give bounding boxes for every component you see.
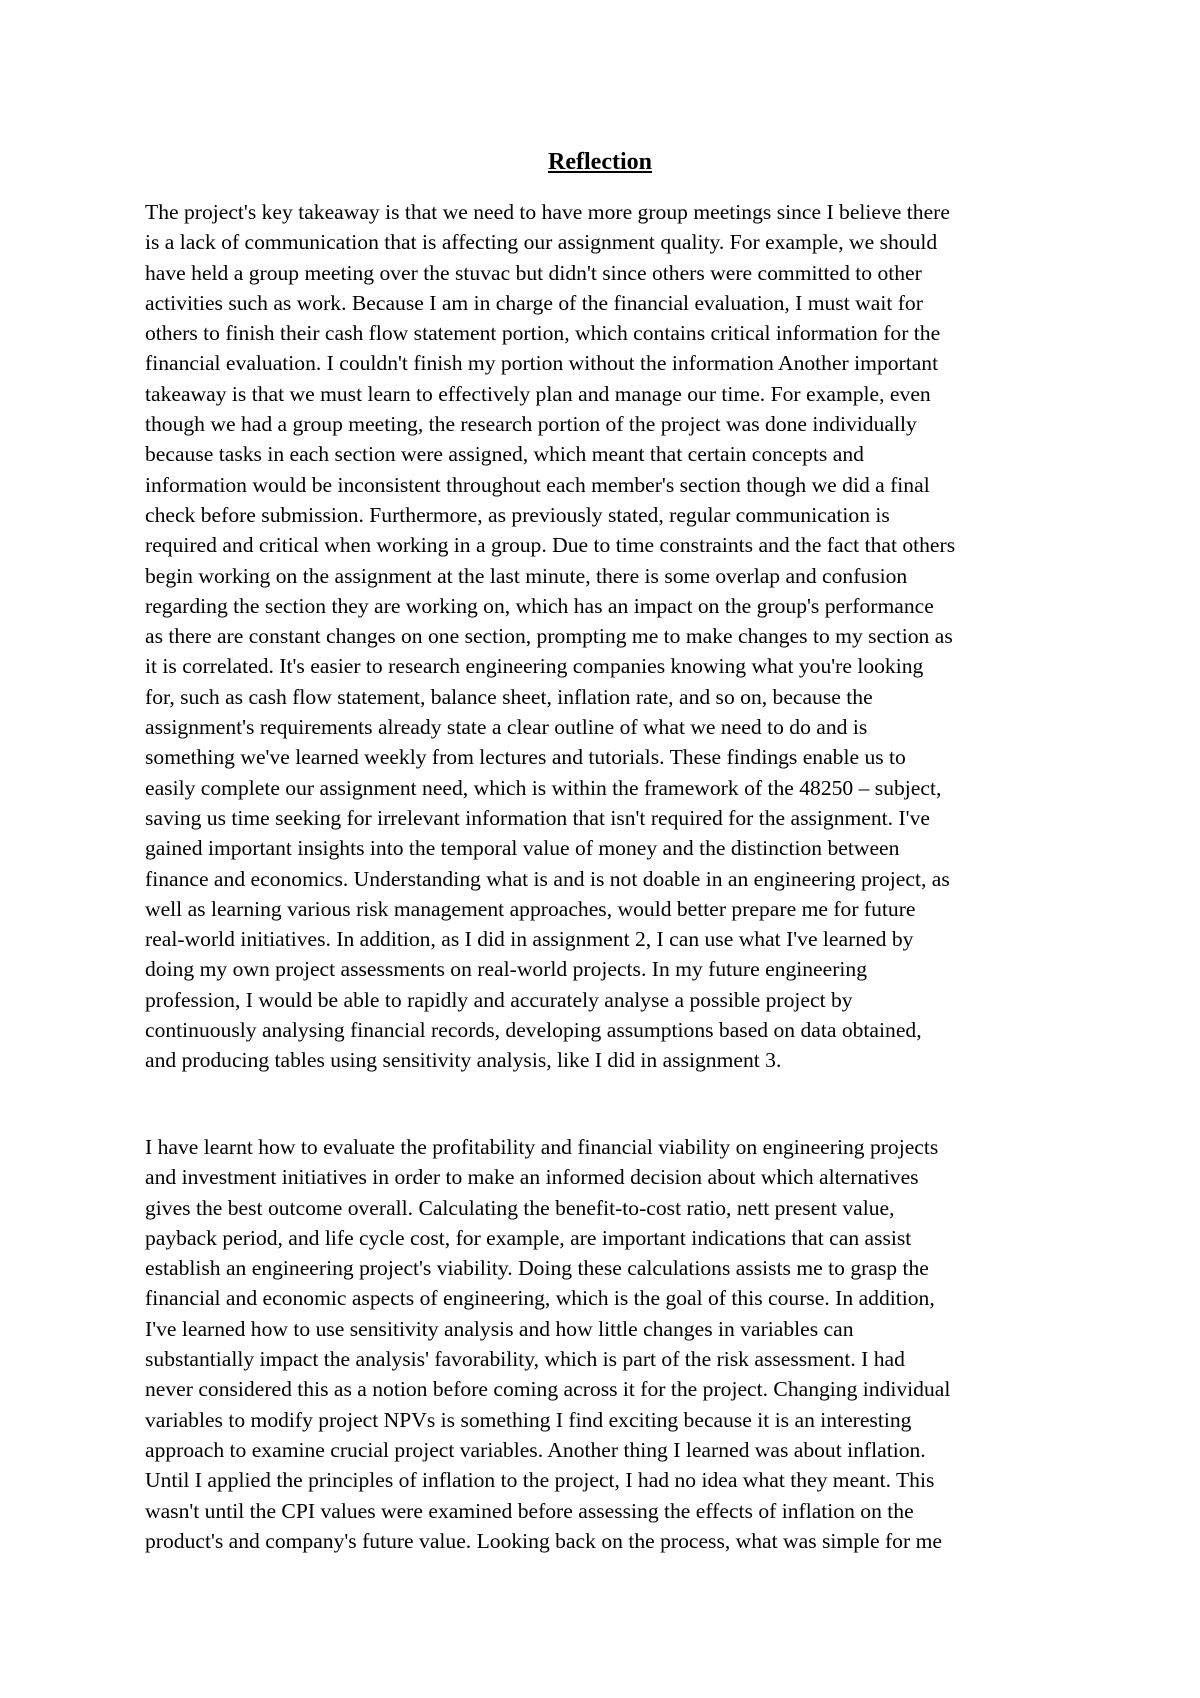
text-line: begin working on the assignment at the last minute, there is some overlap and confusion [145, 563, 908, 588]
text-line: continuously analysing financial records, developing assumptions based on data obtained, [145, 1018, 922, 1043]
text-line: assignment's requirements already state a clear outline of what we need to do and is [145, 715, 868, 740]
text-line: profession, I would be able to rapidly and accurately analyse a possible project by [145, 987, 853, 1012]
text-line: financial and economic aspects of engineering, which is the goal of this course. In addition, [145, 1286, 935, 1311]
paragraph-2 [145, 1132, 1065, 1556]
text-line: doing my own project assessments on real-world projects. In my future engineering [145, 957, 868, 982]
text-line: establish an engineering project's viability. Doing these calculations assists me to grasp the [145, 1256, 929, 1281]
text-line: though we had a group meeting, the research portion of the project was done individually [145, 412, 917, 437]
text-line: variables to modify project NPVs is something I find exciting because it is an interesting [145, 1407, 912, 1432]
text-line: for, such as cash flow statement, balance sheet, inflation rate, and so on, because the [145, 684, 873, 709]
text-line: wasn't until the CPI values were examined before assessing the effects of inflation on the [145, 1498, 914, 1523]
text-line: easily complete our assignment need, which is within the framework of the 48250 – subject, [145, 775, 942, 800]
text-line: is a lack of communication that is affecting our assignment quality. For example, we should [145, 230, 938, 255]
text-line: payback period, and life cycle cost, for example, are important indications that can assist [145, 1225, 912, 1250]
text-line: I've learned how to use sensitivity analysis and how little changes in variables can [145, 1316, 854, 1341]
text-line: takeaway is that we must learn to effectively plan and manage our time. For example, even [145, 381, 931, 406]
text-line: I have learnt how to evaluate the profitability and financial viability on engineering projects [145, 1135, 939, 1159]
paragraph-1 [145, 197, 1065, 1076]
text-line: The project's key takeaway is that we need to have more group meetings since I believe there [145, 200, 950, 224]
text-line: real-world initiatives. In addition, as I did in assignment 2, I can use what I've learned by [145, 927, 914, 952]
text-line: and investment initiatives in order to make an informed decision about which alternatives [145, 1165, 919, 1190]
text-line: regarding the section they are working on, which has an impact on the group's performance [145, 593, 934, 618]
text-line: activities such as work. Because I am in charge of the financial evaluation, I must wait for [145, 290, 923, 315]
text-line: financial evaluation. I couldn't finish my portion without the information Another important [145, 351, 939, 376]
document-title: Reflection [548, 149, 652, 175]
text-line: have held a group meeting over the stuvac but didn't since others were committed to other [145, 260, 922, 285]
text-line: Until I applied the principles of inflation to the project, I had no idea what they meant. This [145, 1468, 935, 1493]
text-line: saving us time seeking for irrelevant information that isn't required for the assignment. I've [145, 805, 930, 830]
text-line: well as learning various risk management approaches, would better prepare me for future [145, 896, 916, 921]
text-line: information would be inconsistent throughout each member's section though we did a final [145, 472, 930, 497]
text-line: never considered this as a notion before coming across it for the project. Changing individual [145, 1377, 951, 1402]
text-line: approach to examine crucial project variables. Another thing I learned was about inflation. [145, 1437, 926, 1462]
text-line: others to finish their cash flow statement portion, which contains critical information for the [145, 321, 941, 346]
text-line: because tasks in each section were assigned, which meant that certain concepts and [145, 442, 864, 467]
text-line: finance and economics. Understanding what is and is not doable in an engineering project, as [145, 866, 950, 891]
text-line: gained important insights into the temporal value of money and the distinction between [145, 836, 900, 861]
text-line: as there are constant changes on one section, prompting me to make changes to my section as [145, 624, 953, 649]
text-line: required and critical when working in a group. Due to time constraints and the fact that others [145, 533, 956, 558]
text-line: product's and company's future value. Looking back on the process, what was simple for me [145, 1528, 942, 1553]
text-line: check before submission. Furthermore, as previously stated, regular communication is [145, 502, 890, 527]
text-line: something we've learned weekly from lectures and tutorials. These findings enable us to [145, 745, 906, 770]
text-line: gives the best outcome overall. Calculating the benefit-to-cost ratio, nett present value, [145, 1195, 895, 1220]
text-line: substantially impact the analysis' favorability, which is part of the risk assessment. I had [145, 1347, 905, 1372]
text-line: and producing tables using sensitivity analysis, like I did in assignment 3. [145, 1048, 782, 1073]
text-line: it is correlated. It's easier to research engineering companies knowing what you're looking [145, 654, 924, 679]
